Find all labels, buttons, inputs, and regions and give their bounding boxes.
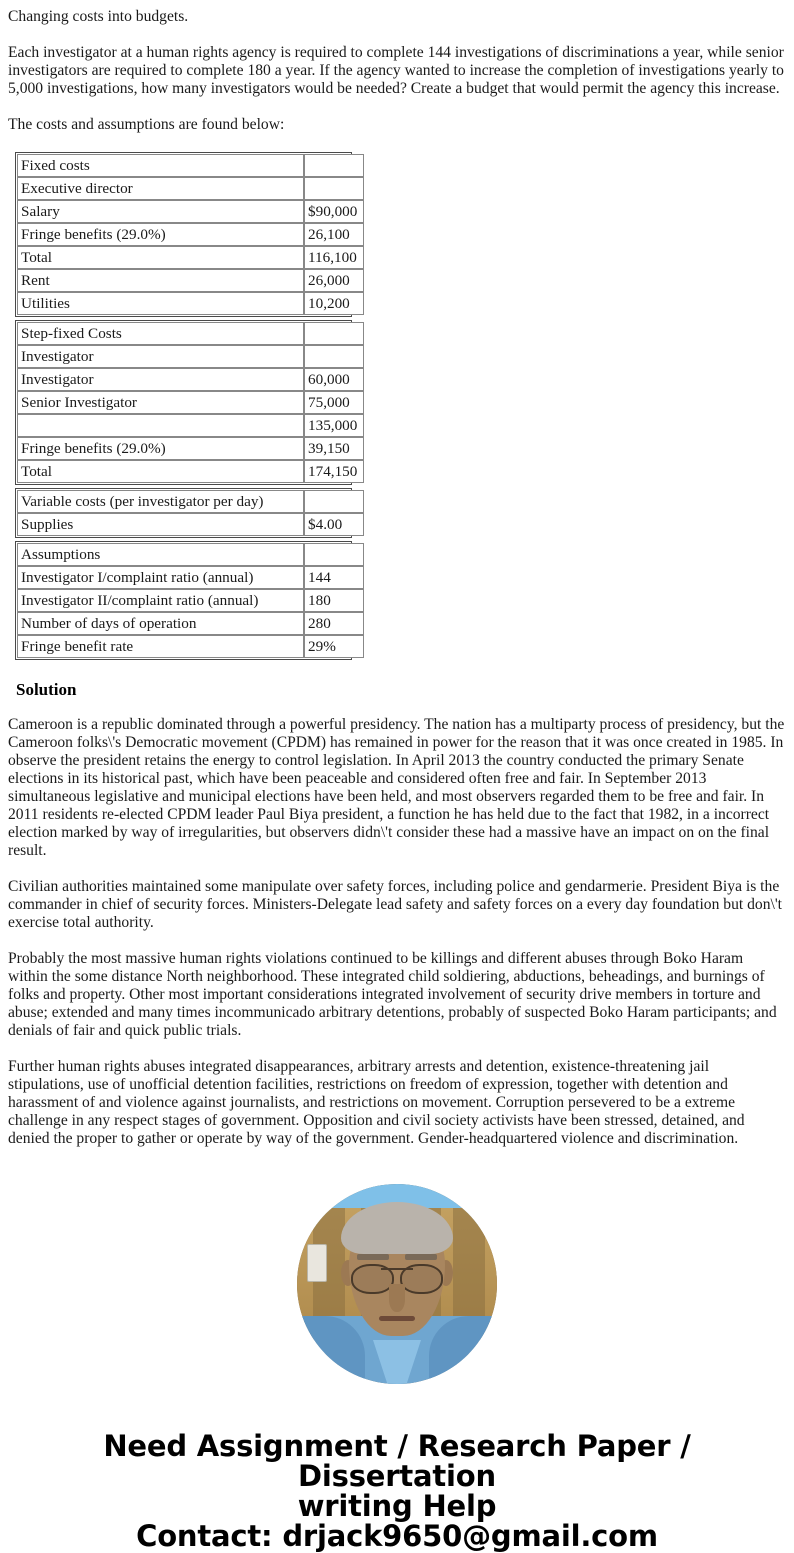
table-lead-in: The costs and assumptions are found below: bbox=[8, 116, 285, 133]
avatar-eyebrow-right bbox=[405, 1254, 437, 1260]
table-row bbox=[17, 246, 364, 269]
table-cell-label: Salary bbox=[17, 200, 304, 223]
table-cell-value: $90,000 bbox=[304, 200, 364, 223]
table-row bbox=[17, 513, 364, 536]
table-row bbox=[17, 345, 364, 368]
table-cell-label: Variable costs (per investigator per day) bbox=[17, 490, 304, 513]
table-row bbox=[17, 490, 364, 513]
table-section-fixed-costs bbox=[15, 152, 358, 317]
table-row bbox=[17, 460, 364, 483]
intro-line: Changing costs into budgets. bbox=[8, 8, 189, 25]
table-cell-label: Utilities bbox=[17, 292, 304, 315]
table-section-assumptions bbox=[15, 541, 352, 660]
table-cell-value bbox=[304, 322, 364, 345]
table-cell-label: Supplies bbox=[17, 513, 304, 536]
table-row bbox=[17, 322, 364, 345]
table-section-step-fixed-costs bbox=[15, 320, 358, 485]
table-row bbox=[17, 368, 364, 391]
table-step-fixed-costs bbox=[17, 322, 364, 483]
table-cell-value: 26,000 bbox=[304, 269, 364, 292]
table-row bbox=[17, 292, 364, 315]
table-cell-label bbox=[17, 414, 304, 437]
table-cell-label: Investigator I/complaint ratio (annual) bbox=[17, 566, 304, 589]
table-row bbox=[17, 223, 364, 246]
footer-line-1: Need Assignment / Research Paper / Dissertation bbox=[103, 1429, 691, 1493]
table-cell-value: 135,000 bbox=[304, 414, 364, 437]
table-cell-value: $4.00 bbox=[304, 513, 364, 536]
table-cell-label: Total bbox=[17, 246, 304, 269]
solution-paragraph: Probably the most massive human rights violations continued to be killings and different abuses through Boko Haram within the some distance North neighborhood. These integrated child soldiering, abductions, beheadings, and burnings of folks and property. Other most important considerations integrated involvement of security drive members in torture and abuse; extended and many times incommunicado arbitrary detentions, probably of suspected Boko Haram participants; and denials of fair and quick public trials. bbox=[8, 950, 777, 1039]
table-row bbox=[17, 612, 364, 635]
table-cell-value: 174,150 bbox=[304, 460, 364, 483]
table-row bbox=[17, 269, 364, 292]
table-cell-label: Executive director bbox=[17, 177, 304, 200]
solution-paragraph: Cameroon is a republic dominated through a powerful presidency. The nation has a multiparty process of presidency, but the Cameroon folks\'s Democratic movement (CPDM) has remained in power for the reason that it was once created in 1985. In observe the president retains the energy to control legislation. In April 2013 the country conducted the primary Senate elections in its historical past, which have been peaceable and considered often free and fair. In September 2013 simultaneous legislative and municipal elections have been held, and most observers regarded them to be free and fair. In 2011 residents re-elected CPDM leader Paul Biya president, a function he has held due to the fact that 1982, in a incorrect election marked by way of irregularities, but observers didn\'t consider these had a massive have an impact on on the final result. bbox=[8, 716, 785, 859]
table-cell-label: Step-fixed Costs bbox=[17, 322, 304, 345]
table-cell-value: 60,000 bbox=[304, 368, 364, 391]
solution-body bbox=[8, 716, 786, 1148]
solution-heading: Solution bbox=[16, 680, 77, 699]
table-cell-label: Investigator bbox=[17, 368, 304, 391]
table-row bbox=[17, 200, 364, 223]
solution-paragraph: Civilian authorities maintained some manipulate over safety forces, including police and gendarmerie. President Biya is the commander in chief of security forces. Ministers-Delegate lead safety and safety forces on a every day foundation but don\'t exercise total authority. bbox=[8, 878, 782, 931]
table-row bbox=[17, 414, 364, 437]
table-cell-label: Fringe benefits (29.0%) bbox=[17, 223, 304, 246]
table-cell-label: Total bbox=[17, 460, 304, 483]
avatar-eyebrow-left bbox=[357, 1254, 389, 1260]
table-cell-value bbox=[304, 490, 364, 513]
table-cell-value bbox=[304, 543, 364, 566]
table-fixed-costs bbox=[17, 154, 364, 315]
table-row bbox=[17, 589, 364, 612]
problem-statement: Each investigator at a human rights agency is required to complete 144 investigations of discriminations a year, while senior investigators are required to complete 180 a year. If the agency wanted to increase the completion of investigations yearly to 5,000 investigations, how many investigators would be needed? Create a budget that would permit the agency this increase. bbox=[8, 44, 784, 97]
table-cell-label: Investigator bbox=[17, 345, 304, 368]
table-cell-label: Assumptions bbox=[17, 543, 304, 566]
table-cell-label: Rent bbox=[17, 269, 304, 292]
table-cell-value bbox=[304, 345, 364, 368]
table-cell-value bbox=[304, 154, 364, 177]
solution-paragraph: Further human rights abuses integrated disappearances, arbitrary arrests and detention, existence-threatening jail stipulations, use of unofficial detention facilities, restrictions on freedom of expression, together with detention and harassment of and violence against journalists, and restrictions on movement. Corruption persevered to be a extreme challenge in any respect stages of government. Opposition and civil society activists have been stressed, detained, and denied the proper to gather or operate by way of the government. Gender-headquartered violence and discrimination. bbox=[8, 1058, 745, 1147]
table-cell-label: Senior Investigator bbox=[17, 391, 304, 414]
avatar-wall-switch bbox=[307, 1244, 327, 1282]
table-row bbox=[17, 543, 364, 566]
table-cell-value: 26,100 bbox=[304, 223, 364, 246]
table-cell-label: Fringe benefits (29.0%) bbox=[17, 437, 304, 460]
table-cell-value: 280 bbox=[304, 612, 364, 635]
avatar-row bbox=[0, 1184, 794, 1389]
avatar-glasses-bridge bbox=[381, 1268, 413, 1270]
table-cell-value: 144 bbox=[304, 566, 364, 589]
table-section-variable-costs bbox=[15, 488, 352, 538]
table-row bbox=[17, 437, 364, 460]
table-variable-costs bbox=[17, 490, 364, 536]
avatar bbox=[297, 1184, 497, 1384]
table-cell-value bbox=[304, 177, 364, 200]
table-cell-label: Fixed costs bbox=[17, 154, 304, 177]
table-row bbox=[17, 177, 364, 200]
footer-cta bbox=[0, 1431, 794, 1551]
table-row bbox=[17, 635, 364, 658]
table-row bbox=[17, 154, 364, 177]
table-assumptions bbox=[17, 543, 364, 658]
table-cell-label: Number of days of operation bbox=[17, 612, 304, 635]
table-cell-value: 180 bbox=[304, 589, 364, 612]
table-cell-value: 39,150 bbox=[304, 437, 364, 460]
table-cell-label: Fringe benefit rate bbox=[17, 635, 304, 658]
table-cell-label: Investigator II/complaint ratio (annual) bbox=[17, 589, 304, 612]
table-cell-value: 29% bbox=[304, 635, 364, 658]
table-row bbox=[17, 391, 364, 414]
footer-line-3: Contact: drjack9650@gmail.com bbox=[136, 1519, 658, 1553]
avatar-wall-panel bbox=[453, 1208, 485, 1328]
table-cell-value: 10,200 bbox=[304, 292, 364, 315]
footer-line-2: writing Help bbox=[297, 1489, 497, 1523]
table-cell-value: 116,100 bbox=[304, 246, 364, 269]
budget-table bbox=[8, 152, 786, 660]
avatar-mouth bbox=[379, 1316, 415, 1321]
table-row bbox=[17, 566, 364, 589]
table-cell-value: 75,000 bbox=[304, 391, 364, 414]
avatar-nose bbox=[389, 1284, 405, 1312]
